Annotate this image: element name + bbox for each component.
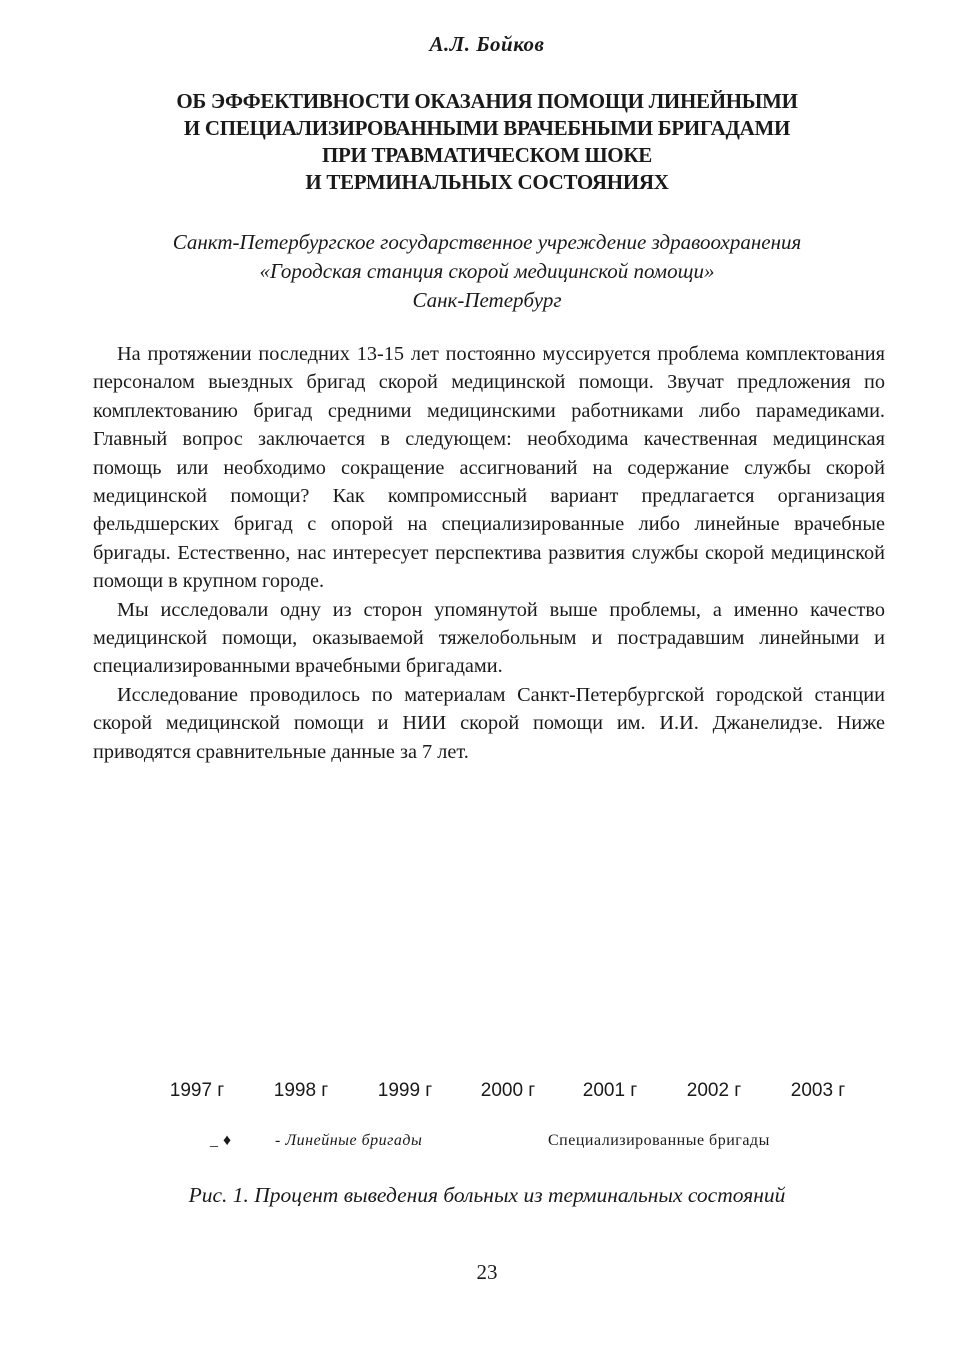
title-line: И СПЕЦИАЛИЗИРОВАННЫМИ ВРАЧЕБНЫМИ БРИГАДАМИ [183,116,791,140]
article-title [60,88,914,196]
legend-entry-specialized: Специализированные бригады [548,1132,770,1149]
x-tick-label: 2000 г [480,1080,536,1101]
chart-plot-area [100,800,900,1120]
x-tick-label: 2003 г [790,1080,846,1101]
x-tick-label: 2001 г [582,1080,638,1101]
affiliation-line: «Городская станция скорой медицинской помощи» [259,259,715,283]
affiliation [40,228,934,315]
paragraph: На протяжении последних 13-15 лет постоянно муссируется проблема комплектования персоналом выездных бригад скорой медицинской помощи. Звучат предложения по комплектованию бригад средними медицинскими работниками либо парамедиками. Главный вопрос заключается в следующем: необходима качественная медицинская помощь или необходимо сокращение ассигнований на содержание службы скорой медицинской помощи? Как компромиссный вариант предлагается организация фельдшерских бригад с опорой на специализированные либо линейные врачебные бригады. Естественно, нас интересует перспектива развития службы скорой медицинской помощи в крупном городе. [93,343,885,593]
affiliation-line: Санк-Петербург [412,288,562,312]
x-tick-label: 1997 г [169,1080,225,1101]
legend-entry-linear: - Линейные бригады [275,1132,423,1149]
page-number: 23 [476,1260,498,1284]
title-line: И ТЕРМИНАЛЬНЫХ СОСТОЯНИЯХ [305,170,669,194]
paragraph: Исследование проводилось по материалам Санкт-Петербургской городской станции скорой медицинской помощи и НИИ скорой помощи им. И.И. Джанелидзе. Ниже приводятся сравнительные данные за 7 лет. [93,683,885,763]
figure-caption: Рис. 1. Процент выведения больных из терминальных состояний [188,1183,786,1207]
title-line: ОБ ЭФФЕКТИВНОСТИ ОКАЗАНИЯ ПОМОЩИ ЛИНЕЙНЫМИ [176,89,798,113]
paragraph: Мы исследовали одну из сторон упомянутой выше проблемы, а именно качество медицинской помощи, оказываемой тяжелобольным и пострадавшим линейными и специализированными врачебными бригадами. [93,598,885,678]
x-tick-label: 1998 г [273,1080,329,1101]
x-tick-label: 1999 г [377,1080,433,1101]
body-text [93,340,885,766]
affiliation-line: Санкт-Петербургское государственное учреждение здравоохранения [172,230,802,254]
x-tick-label: 2002 г [686,1080,742,1101]
diamond-marker-icon: _ ♦ [210,1132,232,1149]
title-line: ПРИ ТРАВМАТИЧЕСКОМ ШОКЕ [322,143,652,167]
chart-legend [0,1132,974,1158]
author-name: А.Л. Бойков [429,32,545,56]
x-axis [145,1080,865,1106]
